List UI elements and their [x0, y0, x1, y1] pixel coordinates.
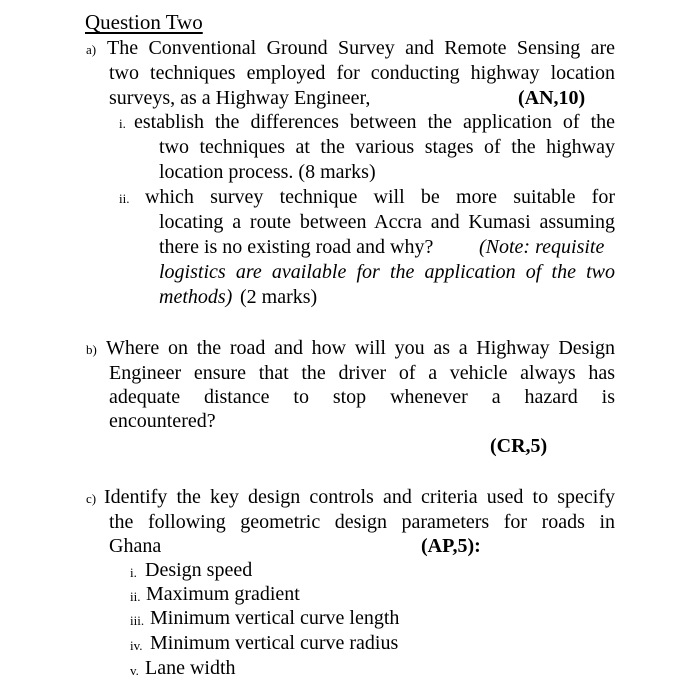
part-c-line: Identify the key design controls and criteria used to specify [104, 486, 615, 508]
part-c-label: c) [86, 491, 97, 506]
note-text: (Note: requisite [479, 236, 605, 258]
part-b-line: adequate distance to stop whenever a hazard is [109, 386, 615, 408]
sub-i-line: establish the differences between the application of the [134, 111, 615, 133]
item-number: i. [130, 565, 137, 580]
item-number: iv. [130, 638, 143, 653]
part-c-tag: (AP,5): [421, 535, 481, 557]
sub-i-label: i. [119, 116, 126, 131]
part-c-line: Ghana [109, 535, 162, 557]
sub-i-line: two techniques at the various stages of the highway [159, 136, 615, 158]
item-number: v. [130, 663, 139, 678]
part-b-line: encountered? [109, 410, 216, 432]
part-a-line: surveys, as a Highway Engineer, [109, 87, 371, 109]
question-title: Question Two [85, 10, 203, 34]
list-item: Maximum gradient [146, 583, 300, 605]
sub-ii-line: locating a route between Accra and Kumasi assuming [159, 211, 615, 233]
note-text: logistics are available for the application of the two [159, 261, 615, 283]
note-text: methods) [159, 286, 233, 308]
sub-ii-marks: (2 marks) [240, 286, 318, 308]
part-b-line: Engineer ensure that the driver of a vehicle always has [109, 362, 615, 384]
list-item: Lane width [145, 657, 236, 679]
sub-ii-label: ii. [119, 191, 130, 206]
sub-ii-line: there is no existing road and why? [159, 236, 434, 258]
part-a-line: The Conventional Ground Survey and Remote Sensing are [107, 37, 615, 59]
part-a-label: a) [86, 42, 97, 57]
list-item: Design speed [145, 559, 253, 581]
item-number: ii. [130, 589, 141, 604]
part-b-label: b) [86, 342, 97, 357]
part-b-tag: (CR,5) [490, 435, 548, 457]
list-item: Minimum vertical curve length [150, 607, 400, 629]
list-item: Minimum vertical curve radius [150, 632, 399, 654]
part-a-tag: (AN,10) [518, 87, 586, 109]
part-a-line: two techniques employed for conducting highway location [109, 62, 615, 84]
part-b-line: Where on the road and how will you as a Highway Design [106, 337, 615, 359]
part-c-line: the following geometric design parameters for roads in [109, 511, 615, 533]
sub-i-line: location process. (8 marks) [159, 161, 376, 183]
sub-ii-line: which survey technique will be more suitable for [145, 186, 615, 208]
item-number: iii. [130, 613, 145, 628]
